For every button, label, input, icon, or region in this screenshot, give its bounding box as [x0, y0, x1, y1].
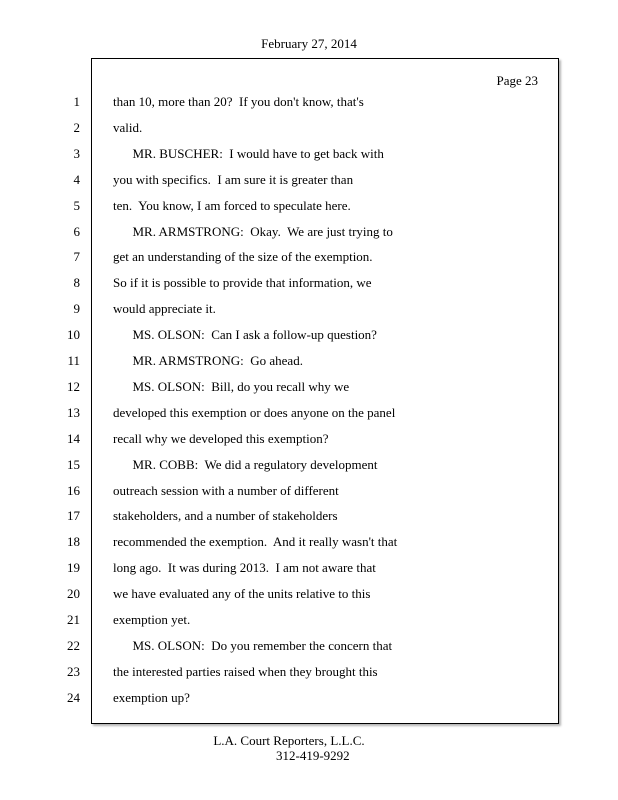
line-text: MR. ARMSTRONG: Okay. We are just trying to: [113, 223, 393, 239]
line-number: 6: [73, 223, 80, 239]
line-text: MR. COBB: We did a regulatory development: [113, 456, 378, 472]
line-text: developed this exemption or does anyone on the panel: [113, 404, 396, 420]
line-number: 17: [67, 508, 80, 524]
line-number: 12: [67, 378, 80, 394]
line-number: 5: [73, 197, 80, 213]
line-number: 20: [67, 586, 80, 602]
line-text: than 10, more than 20? If you don't know, that's: [113, 94, 364, 109]
line-number: 22: [67, 637, 80, 653]
line-number: 9: [73, 301, 80, 317]
line-number: 11: [67, 353, 80, 368]
line-number: 18: [67, 534, 80, 550]
line-text: the interested parties raised when they brought this: [113, 663, 378, 679]
line-text: exemption yet.: [113, 612, 191, 627]
line-text: MS. OLSON: Can I ask a follow-up question?: [113, 327, 377, 343]
line-text: recall why we developed this exemption?: [113, 430, 329, 446]
line-number: 13: [67, 404, 80, 420]
line-text: we have evaluated any of the units relative to this: [113, 586, 371, 602]
reporter-phone: 312-419-9292: [276, 748, 350, 763]
line-text: MS. OLSON: Do you remember the concern that: [113, 637, 393, 653]
line-text: ten. You know, I am forced to speculate here.: [113, 197, 351, 213]
line-text: would appreciate it.: [113, 301, 216, 317]
line-number: 16: [67, 482, 80, 498]
line-text: MS. OLSON: Bill, do you recall why we: [113, 378, 350, 394]
reporter-company: L.A. Court Reporters, L.L.C.: [213, 733, 365, 748]
line-text: stakeholders, and a number of stakeholders: [113, 508, 338, 524]
line-text: valid.: [113, 119, 143, 135]
line-text: recommended the exemption. And it really wasn't that: [113, 534, 398, 550]
line-text: you with specifics. I am sure it is greater than: [113, 171, 354, 187]
line-number: 4: [73, 171, 80, 187]
transcript-date: February 27, 2014: [261, 36, 357, 51]
line-text: get an understanding of the size of the exemption.: [113, 249, 373, 265]
line-text: exemption up?: [113, 689, 190, 705]
line-number: 2: [73, 119, 80, 135]
line-text: So if it is possible to provide that information, we: [113, 275, 372, 291]
page-number: Page 23: [496, 73, 538, 88]
line-number: 7: [73, 249, 80, 265]
line-number: 1: [73, 94, 80, 109]
line-number: 14: [67, 430, 80, 446]
line-text: MR. BUSCHER: I would have to get back with: [113, 145, 384, 161]
line-text: long ago. It was during 2013. I am not aware that: [113, 560, 376, 576]
line-number: 15: [67, 456, 80, 472]
line-text: MR. ARMSTRONG: Go ahead.: [113, 353, 303, 368]
line-number: 3: [73, 145, 80, 161]
line-text: outreach session with a number of different: [113, 482, 339, 498]
line-number: 8: [73, 275, 80, 291]
line-number: 10: [67, 327, 80, 343]
line-number: 24: [67, 689, 80, 705]
line-number: 21: [67, 612, 80, 627]
line-number: 23: [67, 663, 80, 679]
line-number: 19: [67, 560, 80, 576]
